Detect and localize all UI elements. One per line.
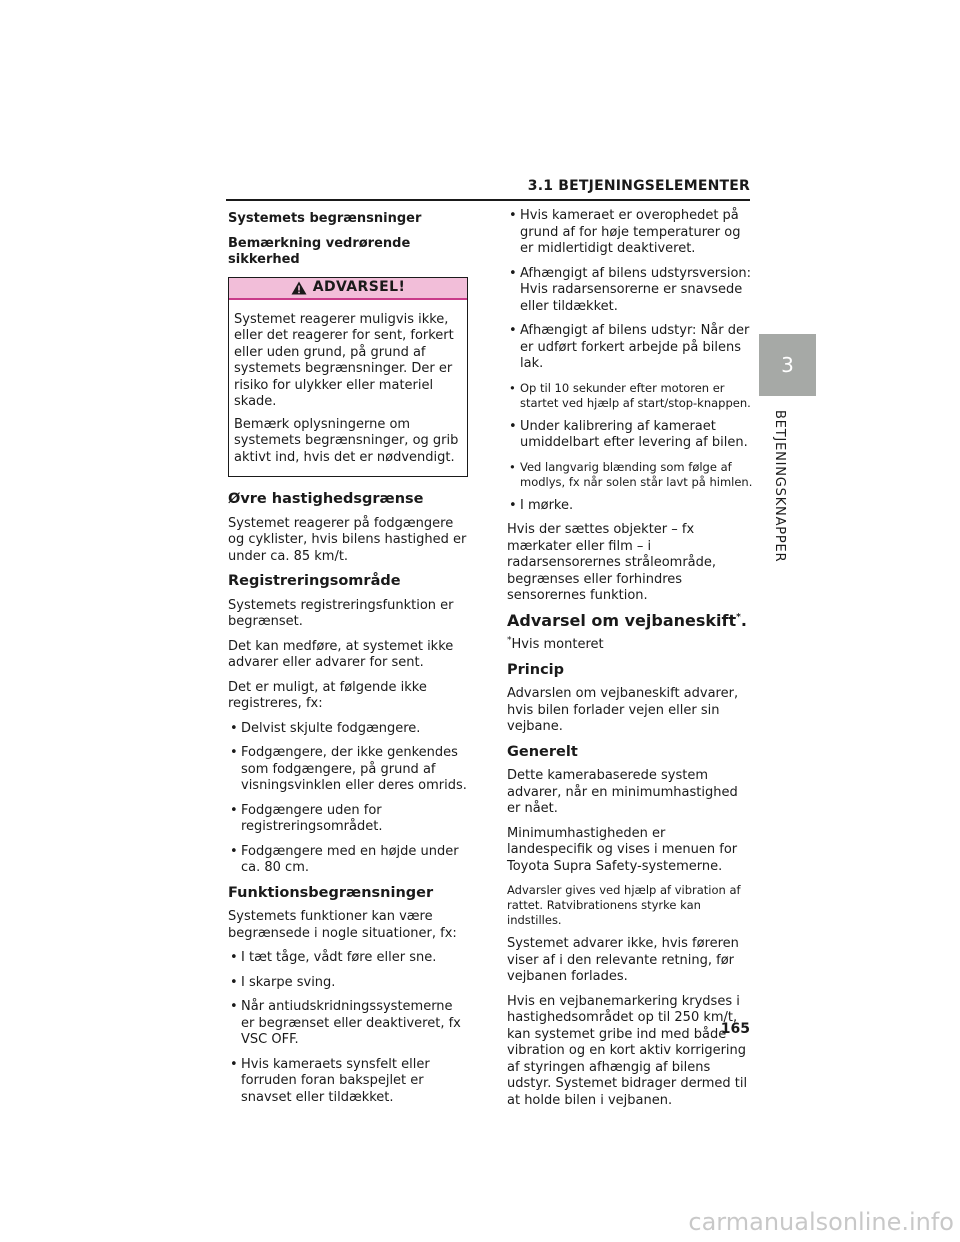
left-column xyxy=(228,211,468,1114)
heading-lane-text: Advarsel om vejbaneskift xyxy=(507,610,737,630)
chapter-tab xyxy=(759,334,816,396)
limitations-list xyxy=(507,208,753,514)
header-rule xyxy=(226,199,750,201)
warning-header xyxy=(229,278,467,300)
heading-principle: Princip xyxy=(507,661,565,678)
paragraph-general-4: Systemet advarer ikke, hvis føreren viser af i den relevante retning, før vejbanen forlades. xyxy=(507,936,739,984)
list-item: • I tæt tåge, vådt føre eller sne. xyxy=(228,950,468,967)
list-item: • I skarpe sving. xyxy=(228,975,468,992)
heading-range: Registreringsområde xyxy=(228,573,401,589)
warning-text-1: Systemet reagerer muligvis ikke, eller det reagerer for sent, forkert eller uden grund, på grund af systemets begrænsninger. Der er risiko for ulykker eller materiel skade. xyxy=(234,311,454,409)
list-item: • Hvis kameraets synsfelt eller forruden foran bakspejlet er snavset eller tildækket. xyxy=(228,1057,468,1107)
list-item: • Under kalibrering af kameraet umiddelbart efter levering af bilen. xyxy=(507,419,753,452)
paragraph-principle: Advarslen om vejbaneskift advarer, hvis bilen forlader vejen eller sin vejbane. xyxy=(507,686,739,734)
list-item: • Fodgængere uden for registreringsområdet. xyxy=(228,803,468,836)
chapter-number: 3 xyxy=(781,353,794,377)
warning-body xyxy=(229,300,467,477)
warning-box xyxy=(228,277,468,478)
heading-limits: Systemets begrænsninger xyxy=(228,211,422,226)
list-item: • Når antiudskridningssystemerne er begrænset eller deaktiveret, fx VSC OFF. xyxy=(228,999,468,1049)
footnote-text: Hvis monteret xyxy=(511,637,604,652)
list-item: • Hvis kameraet er overophedet på grund af for høje temperaturer og er midlertidigt deaktiveret. xyxy=(507,208,753,258)
list-item: • Ved langvarig blænding som følge af modlys, fx når solen står lavt på himlen. xyxy=(507,460,753,490)
chapter-label: BETJENINGSKNAPPER xyxy=(772,410,787,563)
heading-general: Generelt xyxy=(507,743,578,760)
warning-title: ADVARSEL! xyxy=(312,279,406,296)
heading-speed: Øvre hastighedsgrænse xyxy=(228,491,424,507)
heading-lane-end: . xyxy=(740,610,747,630)
section-header: 3.1 BETJENINGSELEMENTER xyxy=(527,178,750,194)
footnote-marker: * xyxy=(736,612,741,623)
list-item: • Delvist skjulte fodgængere. xyxy=(228,721,468,738)
list-item: • I mørke. xyxy=(507,498,753,515)
watermark: carmanualsonline.info xyxy=(688,1208,954,1236)
heading-function: Funktionsbegrænsninger xyxy=(228,884,434,901)
warning-triangle-icon xyxy=(291,281,307,295)
list-item: • Op til 10 sekunder efter motoren er startet ved hjælp af start/stop-knappen. xyxy=(507,381,753,411)
heading-safety: Bemærkning vedrørende sikkerhed xyxy=(228,235,411,267)
paragraph-general-3: Advarsler gives ved hjælp af vibration af rattet. Ratvibrationens styrke kan indstilles. xyxy=(507,883,741,927)
heading-lane-warning xyxy=(507,610,753,630)
paragraph-general-1: Dette kamerabaserede system advarer, når en minimumhastighed er nået. xyxy=(507,768,738,816)
list-item: • Fodgængere, der ikke genkendes som fodgængere, på grund af visningsvinklen eller deres omrids. xyxy=(228,745,468,795)
paragraph-function: Systemets funktioner kan være begrænsede i nogle situationer, fx: xyxy=(228,909,457,941)
warning-text-2: Bemærk oplysningerne om systemets begrænsninger, og grib aktivt ind, hvis det er nødvendigt. xyxy=(234,416,459,465)
paragraph-speed: Systemet reagerer på fodgængere og cyklister, hvis bilens hastighed er under ca. 85 km/t. xyxy=(228,515,467,564)
paragraph-general-5: Hvis en vejbanemarkering krydses i hastighedsområdet op til 250 km/t, kan systemet gribe ind med både vibration og en kort aktiv korrigering af styringen afhængig af bilens udstyr. Systemet bidrager dermed til at holde bilen i vejbanen. xyxy=(507,993,748,1108)
range-list xyxy=(228,721,468,877)
page-number: 165 xyxy=(720,1021,750,1037)
paragraph-range-1: Systemets registreringsfunktion er begrænset. xyxy=(228,597,454,629)
list-item: • Fodgængere med en højde under ca. 80 cm. xyxy=(228,844,468,877)
list-item: • Afhængigt af bilens udstyrsversion: Hvis radarsensorerne er snavsede eller tildækket. xyxy=(507,266,753,316)
footnote-marker: * xyxy=(507,635,512,646)
paragraph-range-3: Det er muligt, at følgende ikke registreres, fx: xyxy=(228,679,427,711)
right-column xyxy=(507,208,753,1117)
function-list xyxy=(228,950,468,1106)
list-item: • Afhængigt af bilens udstyr: Når der er udført forkert arbejde på bilens lak. xyxy=(507,323,753,373)
paragraph-objects: Hvis der sættes objekter – fx mærkater eller film – i radarsensorernes stråleområde, begrænses eller forhindres sensorernes funktion. xyxy=(507,522,717,603)
paragraph-range-2: Det kan medføre, at systemet ikke advarer eller advarer for sent. xyxy=(228,638,454,670)
footnote xyxy=(507,637,753,654)
paragraph-general-2: Minimumhastigheden er landespecifik og vises i menuen for Toyota Supra Safety-systemerne. xyxy=(507,825,738,874)
